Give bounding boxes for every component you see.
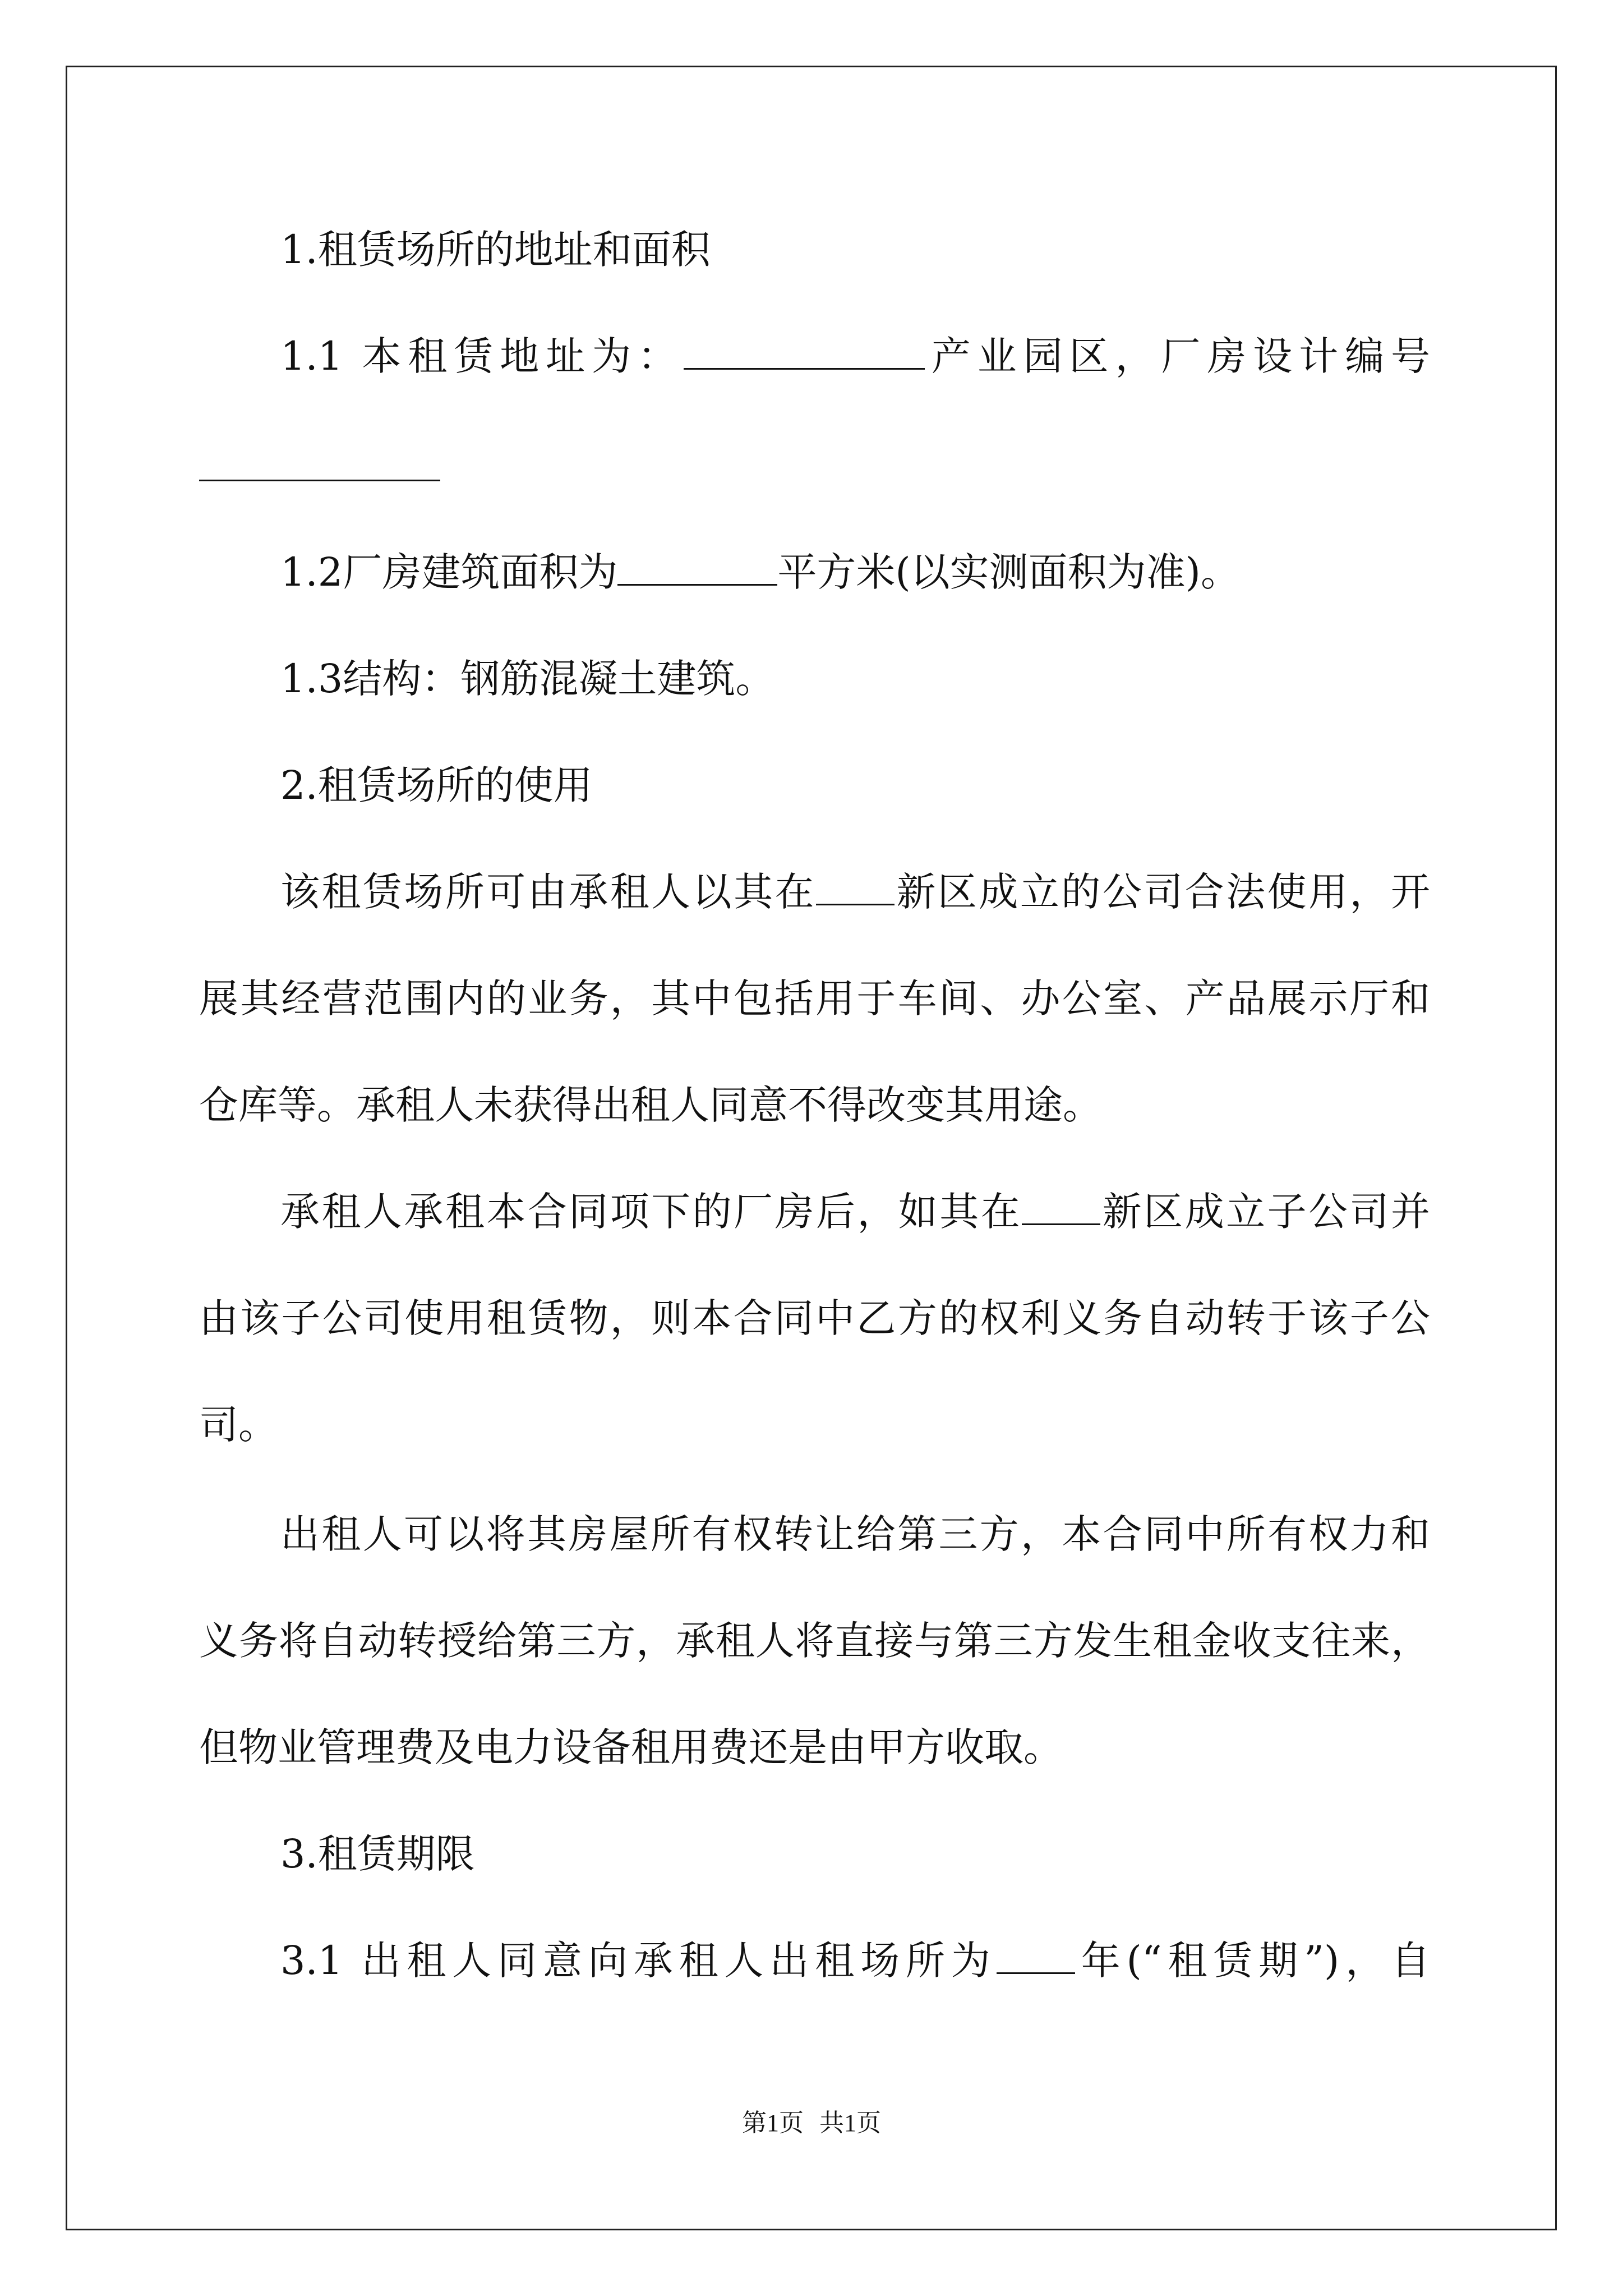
clause-1-1-suffix: 产业园区，厂房设计编号 <box>924 333 1431 379</box>
paragraph-2-line-1 <box>280 1186 1430 1237</box>
paragraph-1-line-3: 仓库等。承租人未获得出租人同意不得改变其用途。 <box>199 1082 1102 1128</box>
clause-1-2-line <box>280 547 1240 597</box>
page-current: 第1页 <box>742 2109 804 2137</box>
district-blank-2 <box>1022 1189 1100 1225</box>
paragraph-3-line-2: 义务将自动转授给第三方，承租人将直接与第三方发生租金收支往来， <box>199 1618 1430 1664</box>
address-blank <box>684 333 925 370</box>
clause-3-1-suffix: 年(“租赁期”)，自 <box>1075 1938 1430 1984</box>
clause-1-1-prefix: 1.1 本租赁地址为： <box>280 333 684 379</box>
years-blank <box>997 1938 1075 1974</box>
page-total: 共1页 <box>819 2109 881 2137</box>
paragraph-1-line-1 <box>280 867 1430 917</box>
p2-suffix: 新区成立子公司并 <box>1100 1189 1431 1235</box>
paragraph-2-line-3: 司。 <box>199 1402 278 1448</box>
paragraph-3-line-1: 出租人可以将其房屋所有权转让给第三方，本合同中所有权力和 <box>280 1511 1430 1557</box>
area-blank <box>617 549 777 586</box>
p1-suffix: 新区成立的公司合法使用，开 <box>895 869 1430 915</box>
p2-prefix: 承租人承租本合同项下的厂房后，如其在 <box>280 1189 1022 1235</box>
page-border <box>66 66 1557 2230</box>
section-1-heading: 1.租赁场所的地址和面积 <box>280 227 711 273</box>
clause-3-1-line <box>280 1935 1430 1986</box>
section-3-heading: 3.租赁期限 <box>280 1831 475 1877</box>
p1-prefix: 该租赁场所可由承租人以其在 <box>280 869 816 915</box>
section-2-heading: 2.租赁场所的使用 <box>280 762 593 808</box>
paragraph-1-line-2: 展其经营范围内的业务，其中包括用于车间、办公室、产品展示厅和 <box>199 976 1430 1022</box>
paragraph-2-line-2: 由该子公司使用租赁物，则本合同中乙方的权利义务自动转于该子公 <box>199 1295 1430 1341</box>
clause-1-1-line <box>280 331 1430 381</box>
design-number-blank <box>199 480 440 481</box>
paragraph-3-line-3: 但物业管理费及电力设备租用费还是由甲方收取。 <box>199 1724 1063 1770</box>
district-blank-1 <box>816 869 895 905</box>
clause-3-1-prefix: 3.1 出租人同意向承租人出租场所为 <box>280 1938 997 1984</box>
clause-1-2-prefix: 1.2厂房建筑面积为 <box>280 549 618 595</box>
clause-1-2-suffix: 平方米(以实测面积为准)。 <box>777 549 1240 595</box>
clause-1-3: 1.3结构：钢筋混凝土建筑。 <box>280 656 775 702</box>
page-footer <box>0 2106 1623 2140</box>
